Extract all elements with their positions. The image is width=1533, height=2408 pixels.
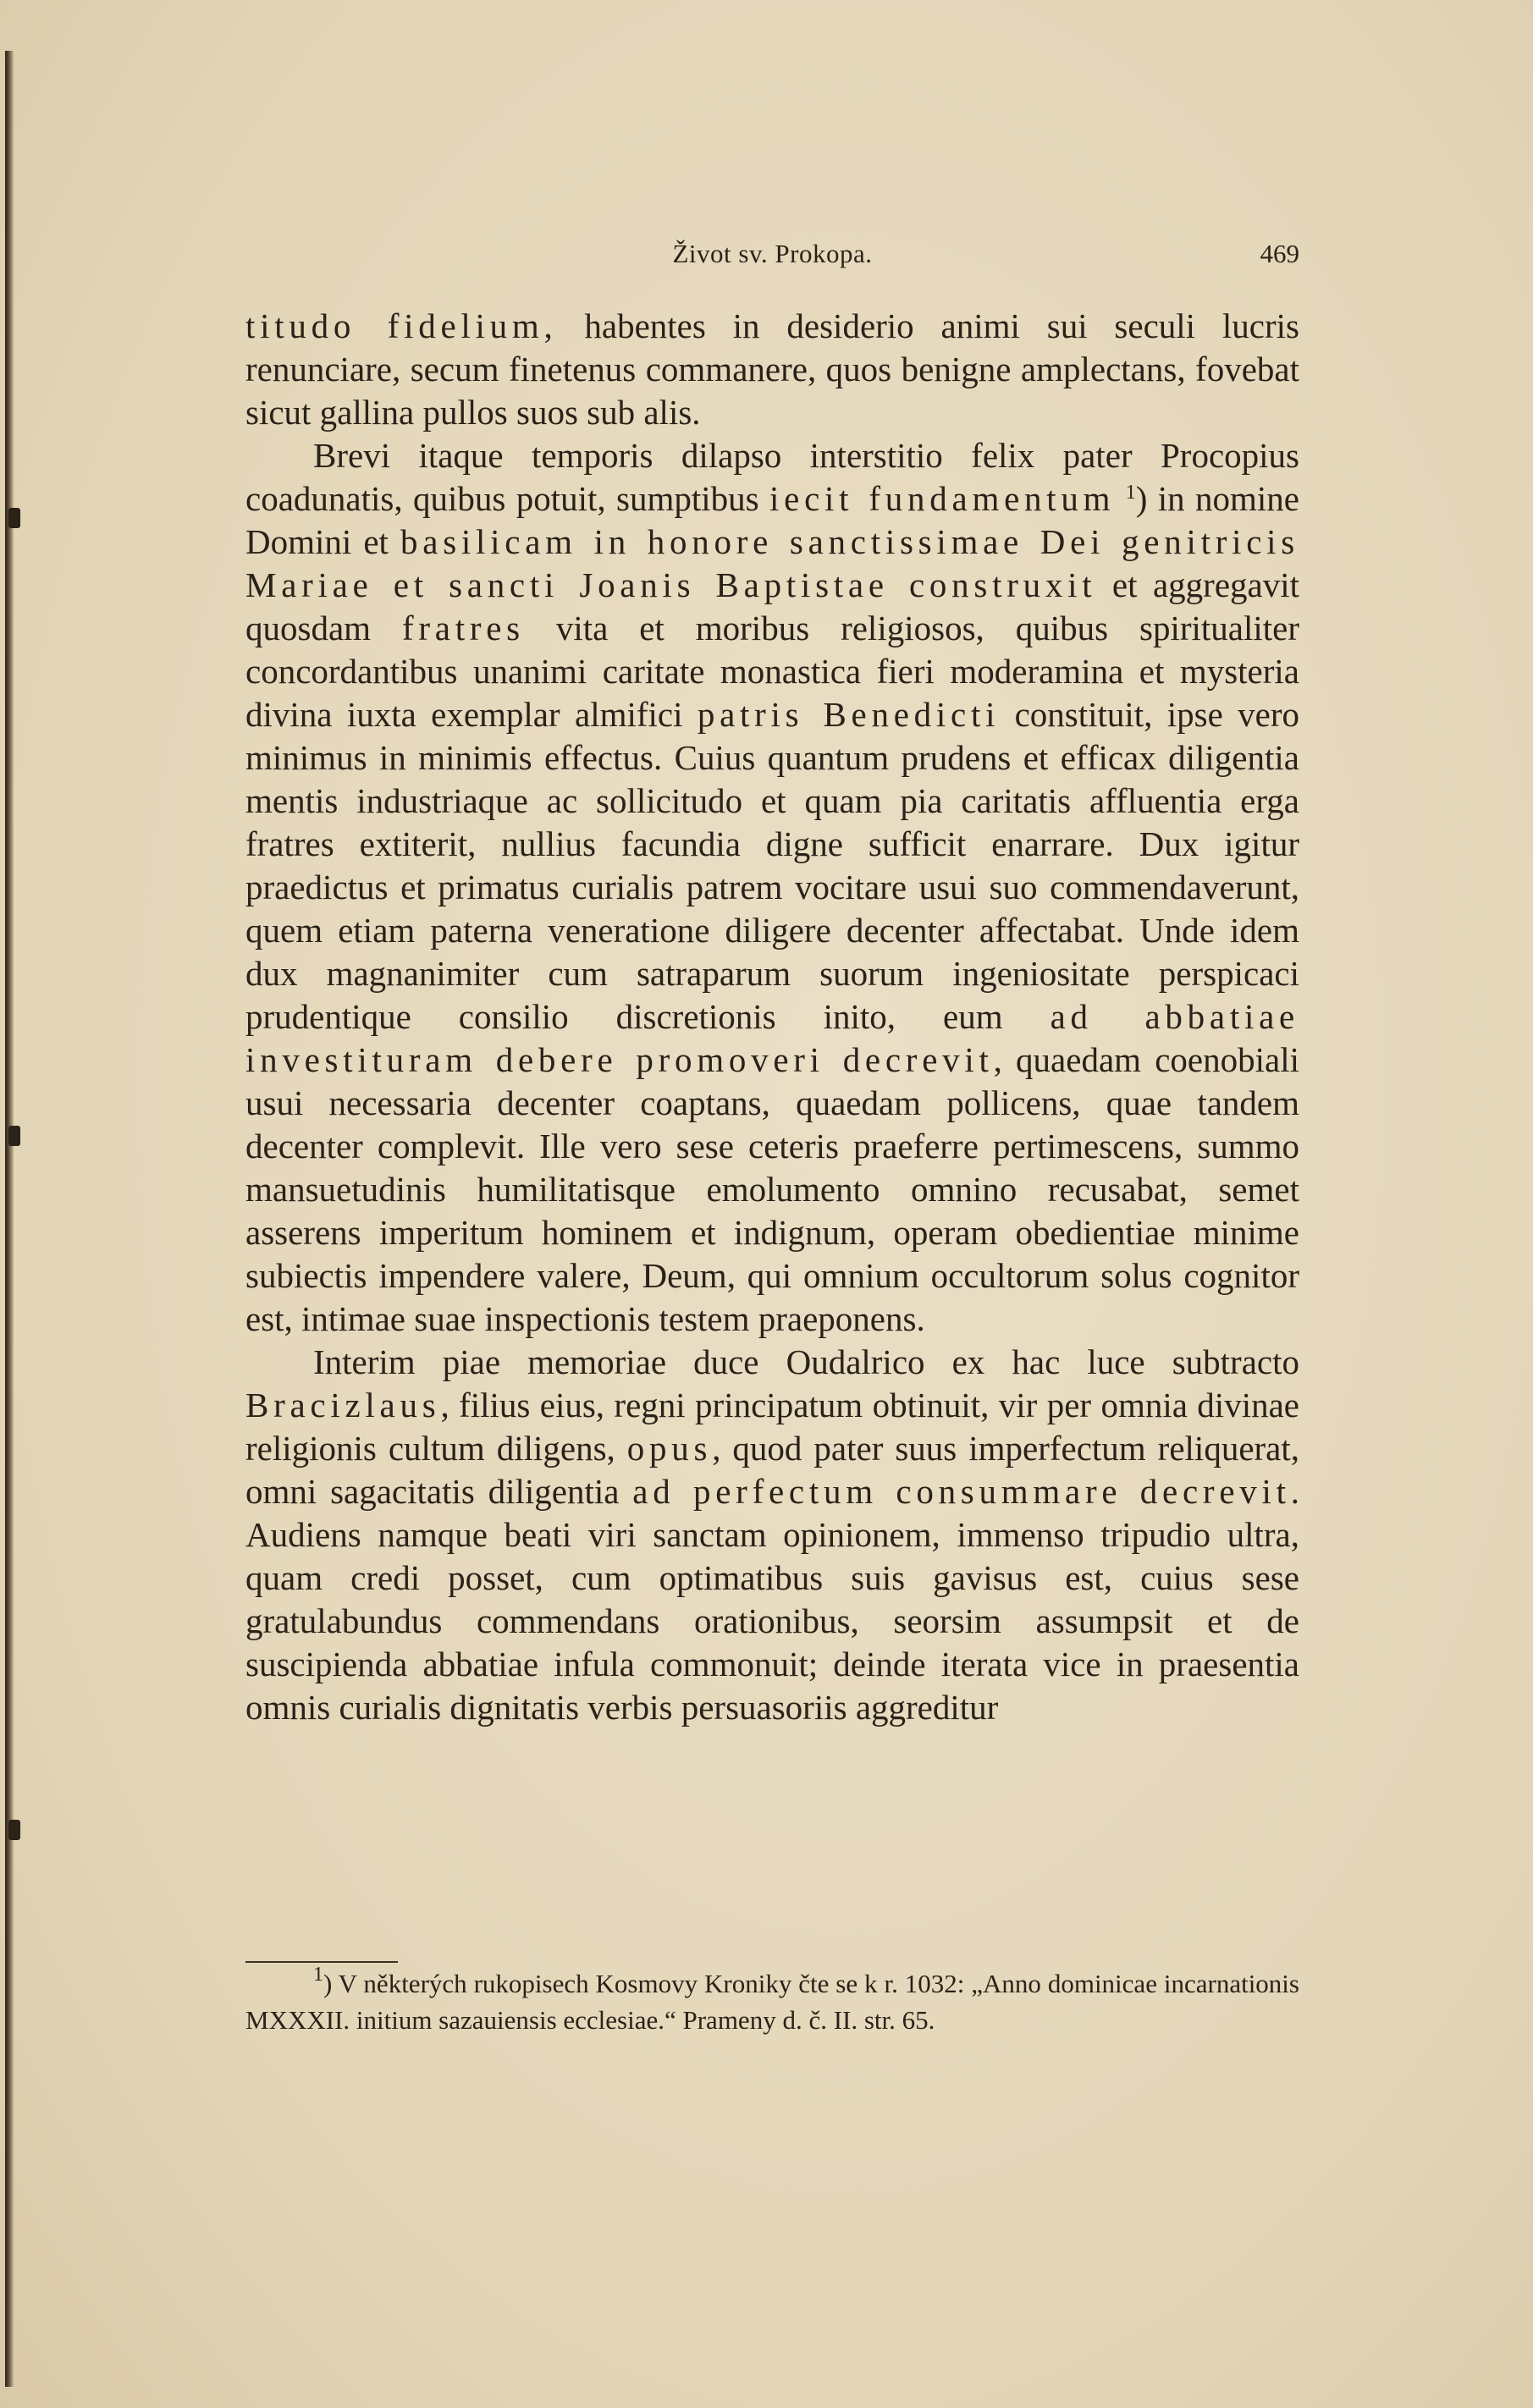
footnote (245, 1965, 1299, 2038)
text-run: ) in nomine Domini et (245, 479, 1300, 561)
binding-stitch (8, 1820, 20, 1840)
spaced-text: basilicam in honore sanctissimae Dei genitricis Mariae et sancti Joanis Baptistae construxit (245, 522, 1299, 604)
footnote-reference[interactable]: 1 (1125, 482, 1136, 504)
page-number: 469 (1260, 239, 1299, 268)
spaced-text: fratres (401, 609, 525, 647)
text-run: vita et moribus religiosos, quibus spiritualiter concordantibus unanimi caritate monastica fieri moderamina et mysteria divina iuxta exemplar almifici (245, 609, 1299, 734)
footnote-mark: 1 (313, 1964, 323, 1986)
binding-stitch (8, 508, 20, 528)
running-title: Život sv. Prokopa. (672, 239, 873, 268)
paragraph-1 (245, 305, 1299, 434)
paragraph-2 (245, 434, 1299, 1341)
main-text (245, 305, 1299, 1729)
text-run: habentes in desiderio animi sui seculi lucris renunciare, secum finetenus commanere, quos benigne amplectans, fovebat sicut gallina pullos suos sub alis. (245, 306, 1299, 432)
spaced-text: iecit fundamentum (769, 479, 1116, 518)
page-header (245, 239, 1299, 281)
spaced-text: titudo fidelium, (245, 306, 558, 345)
spaced-text: patris Benedicti (697, 695, 1001, 734)
text-run: , quod pater suus imperfectum reliquerat, omni sagacitatis diligentia (245, 1429, 1300, 1511)
text-run: et aggregavit quosdam (245, 565, 1299, 647)
footnote-divider (245, 1961, 398, 1963)
footnote-text: ) V některých rukopisech Kosmovy Kroniky čte se k r. 1032: „Anno dominicae incarnationis MXXXII. initium sazauiensis ecclesiae.“ Prameny d. č. II. str. 65. (245, 1969, 1299, 2035)
text-run: , quaedam coenobiali usui necessaria decenter coaptans, quaedam pollicens, quae tandem decenter complevit. Ille vero sese ceteris praeferre pertimescens, summo mansuetudinis humilitatisque emolumento omnino recusabat, semet asserens imperitum hominem et indignum, operam obedientiae minime subiectis impendere valere, Deum, qui omnium occultorum solus cognitor est, intimae suae inspectionis testem praeponens. (245, 1040, 1299, 1338)
spaced-text: ad abbatiae investituram debere promoveri decrevit (245, 997, 1299, 1079)
binding-stitch (8, 1126, 20, 1146)
spaced-text: ad perfectum consummare decrevit (632, 1472, 1291, 1511)
spaced-text: opus (626, 1429, 713, 1468)
binding-edge (5, 51, 14, 2387)
spaced-text: Bracizlaus (245, 1386, 441, 1424)
paragraph-3 (245, 1341, 1299, 1729)
text-run: Interim piae memoriae duce Oudalrico ex hac luce subtracto (313, 1342, 1299, 1381)
text-run: . Audiens namque beati viri sanctam opinionem, immenso tripudio ultra, quam credi posset, cum optimatibus suis gavisus est, cuius sese gratulabundus commendans orationibus, seorsim assumpsit et de suscipienda abbatiae infula commonuit; deinde iterata vice in praesentia omnis curialis dignitatis verbis persuasoriis aggreditur (245, 1472, 1300, 1727)
text-run: constituit, ipse vero minimus in minimis effectus. Cuius quantum prudens et efficax diligentia mentis industriaque ac sollicitudo et quam pia caritatis affluentia erga fratres extiterit, nullius facundia digne sufficit enarrare. Dux igitur praedictus et primatus curialis patrem vocitare usui suo commendaverunt, quem etiam paterna veneratione diligere decenter affectabat. Unde idem dux magnanimiter cum satraparum suorum ingeniositate perspicaci prudentique consilio discretionis inito, eum (245, 695, 1299, 1036)
text-run: , filius eius, regni principatum obtinuit, vir per omnia divinae religionis cultum diligens, (245, 1386, 1299, 1468)
footnotes (245, 1965, 1299, 2038)
text-run: Brevi itaque temporis dilapso interstitio felix pater Procopius coadunatis, quibus potuit, sumptibus (245, 436, 1299, 518)
